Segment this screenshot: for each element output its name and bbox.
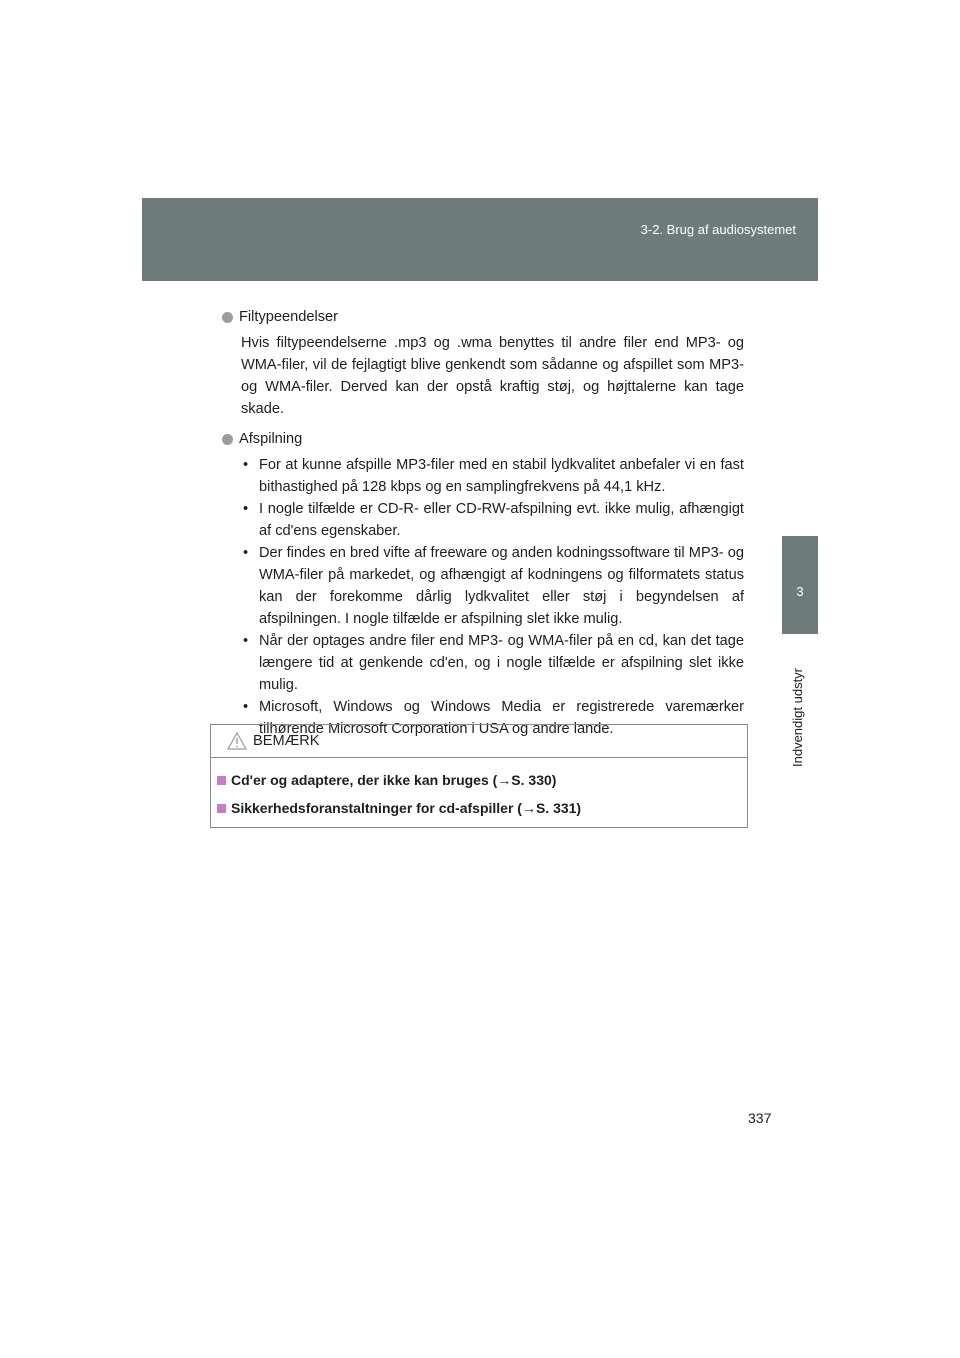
chapter-number: 3 — [796, 584, 804, 599]
square-bullet-icon — [217, 804, 226, 813]
square-bullet-icon — [217, 776, 226, 785]
list-item: • Når der optages andre filer end MP3- og WMA-filer på en cd, kan det tage længere tid at genkende cd'en, og i nogle tilfælde er afspilning slet ikke mulig. — [241, 630, 744, 696]
notice-item-text: Cd'er og adaptere, der ikke kan bruges (→S. 330) — [231, 772, 557, 788]
list-item: • Microsoft, Windows og Windows Media er registrerede varemærker tilhørende Microsoft Corporation i USA og andre lande. — [241, 696, 744, 740]
notice-heading: BEMÆRK — [253, 733, 320, 749]
circle-bullet-icon — [222, 434, 233, 445]
circle-bullet-icon — [222, 312, 233, 323]
topic-heading — [220, 428, 744, 450]
bullet-list — [241, 454, 744, 740]
header-band — [142, 198, 818, 281]
page-number: 337 — [748, 1110, 772, 1126]
chapter-title-vertical — [778, 642, 818, 772]
notice-item[interactable] — [217, 766, 747, 794]
main-content — [220, 306, 744, 740]
chapter-tab[interactable] — [782, 536, 818, 634]
list-item: • Der findes en bred vifte af freeware og anden kodningssoftware til MP3- og WMA-filer på markedet, og afhængigt af kodningens og filformatets status kan der forekomme dårlig lydkvalitet eller støj i begyndelsen af afspilningen. I nogle tilfælde er afspilning slet ikke mulig. — [241, 542, 744, 630]
notice-box — [210, 724, 748, 828]
notice-body — [211, 758, 747, 822]
notice-item-text: Sikkerhedsforanstaltninger for cd-afspiller (→S. 331) — [231, 800, 582, 816]
notice-item[interactable] — [217, 794, 747, 822]
list-item: • I nogle tilfælde er CD-R- eller CD-RW-afspilning evt. ikke mulig, afhængigt af cd'ens egenskaber. — [241, 498, 744, 542]
topic-heading — [220, 306, 744, 328]
section-title: 3-2. Brug af audiosystemet — [640, 222, 796, 237]
topic-paragraph: Hvis filtypeendelserne .mp3 og .wma benyttes til andre filer end MP3- og WMA-filer, vil de fejlagtigt blive genkendt som sådanne og afspillet som MP3- og WMA-filer. Derved kan der opstå kraftig støj, og højttalerne kan tage skade. — [241, 335, 744, 417]
topic-title: Afspilning — [239, 431, 303, 447]
notice-header — [211, 725, 747, 758]
chapter-title: Indvendigt udstyr — [790, 667, 805, 767]
list-item: • For at kunne afspille MP3-filer med en stabil lydkvalitet anbefaler vi en fast bithastighed på 128 kbps og en samplingfrekvens på 44,1 kHz. — [241, 454, 744, 498]
warning-triangle-icon — [227, 732, 247, 750]
topic-title: Filtypeendelser — [239, 309, 338, 325]
